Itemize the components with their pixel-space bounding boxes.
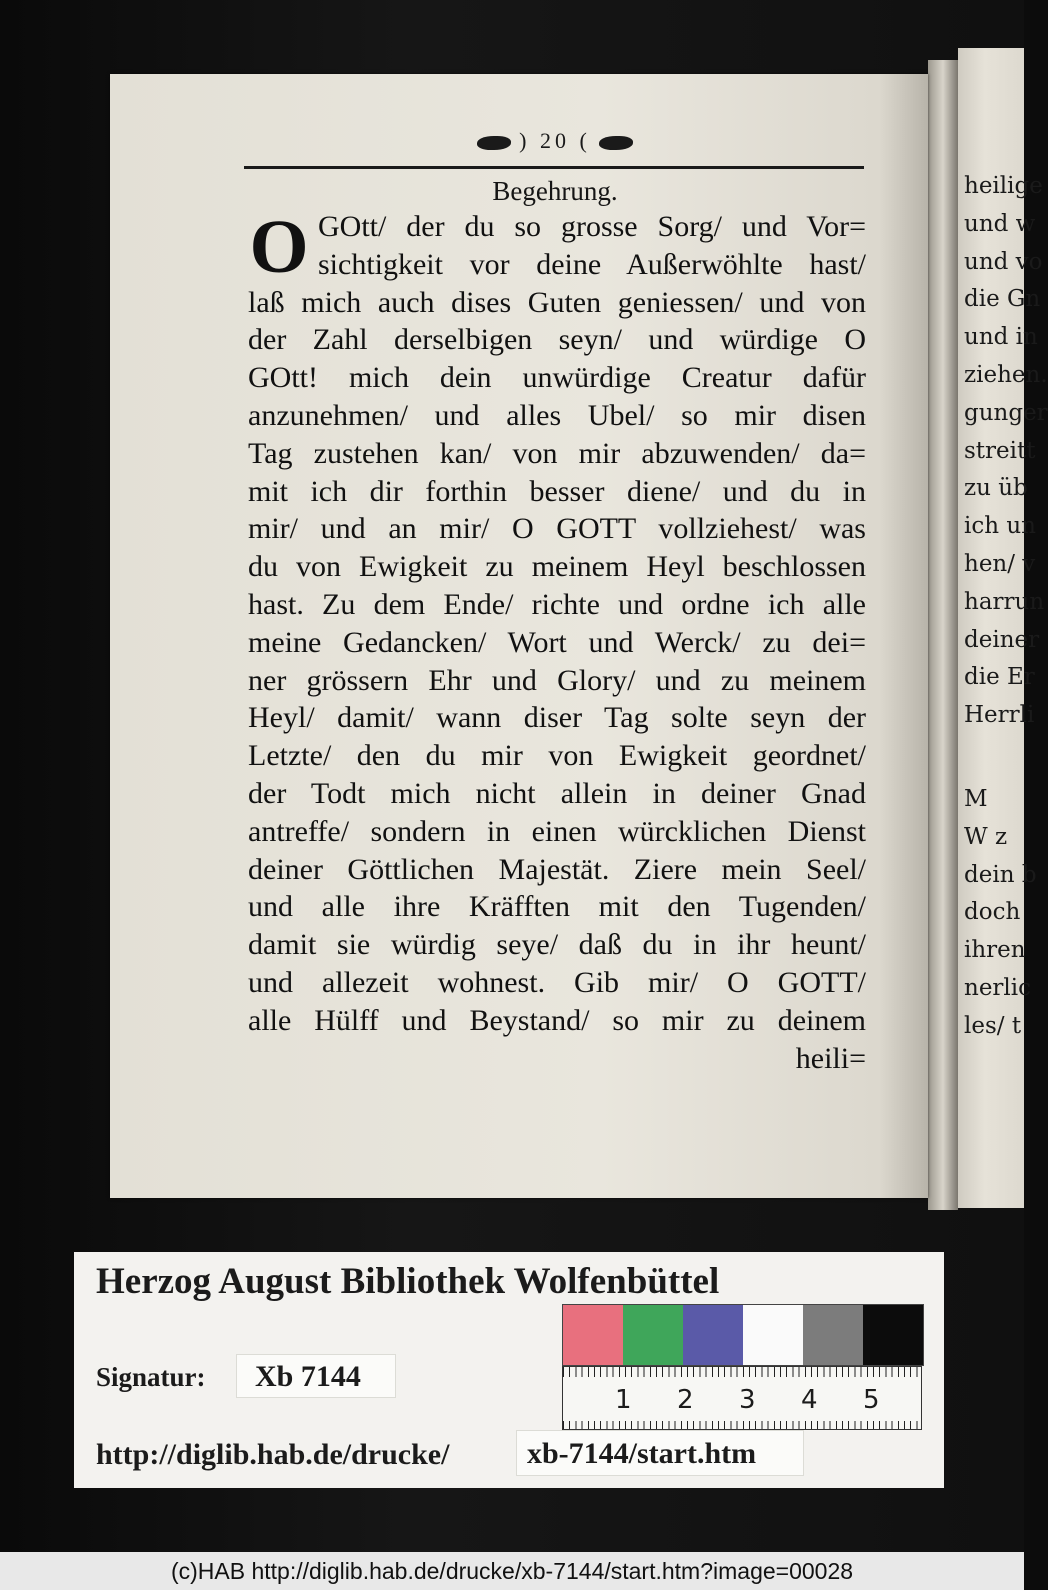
text-line: der Zahl derselbigen seyn/ und würdige O xyxy=(248,323,866,357)
catchword: heili= xyxy=(795,1041,866,1075)
color-swatch xyxy=(863,1305,923,1365)
body-text xyxy=(248,205,866,1077)
library-name: Herzog August Bibliothek Wolfenbüttel xyxy=(96,1261,720,1302)
text-line: GOtt/ der du so grosse Sorg/ und Vor= xyxy=(318,210,866,243)
url-base: http://diglib.hab.de/drucke/ xyxy=(96,1438,450,1471)
edge-text-line: dein b xyxy=(964,861,1037,888)
text-line: ner grössern Ehr und Glory/ und zu meinem xyxy=(248,663,866,697)
edge-text-line: W z xyxy=(964,823,1008,850)
drop-cap: O xyxy=(249,205,309,289)
library-label-card xyxy=(74,1252,944,1488)
edge-text-line: Herrli xyxy=(964,702,1035,729)
color-swatch xyxy=(623,1305,683,1365)
book-gutter xyxy=(928,60,958,1210)
edge-text-line: und w xyxy=(964,210,1036,237)
text-line: damit sie würdig seye/ daß du in ihr heunt/ xyxy=(248,928,866,962)
edge-text-line: deiner xyxy=(964,626,1040,653)
text-line: mit ich dir forthin besser diene/ und du in xyxy=(248,474,866,508)
text-line: mir/ und an mir/ O GOTT vollziehest/ was xyxy=(248,512,866,546)
edge-text-line: die Er xyxy=(964,664,1035,691)
section-title: Begehrung. xyxy=(492,176,618,206)
edge-text-line: les/ t xyxy=(964,1012,1022,1039)
edge-text-line: zu üb xyxy=(964,475,1028,502)
text-line: Letzte/ den du mir von Ewigkeit geordnet/ xyxy=(248,739,866,773)
ruler-number: 1 xyxy=(615,1385,632,1415)
ruler-number: 4 xyxy=(801,1385,818,1415)
color-swatch xyxy=(563,1305,623,1365)
ornament-left-icon xyxy=(477,136,511,150)
ruler-number: 5 xyxy=(863,1385,880,1415)
edge-text-line: ziehen. xyxy=(964,361,1048,388)
signatur-value: Xb 7144 xyxy=(236,1354,396,1398)
copyright-footer: (c)HAB http://diglib.hab.de/drucke/xb-7144/start.htm?image=00028 xyxy=(0,1552,1024,1590)
edge-text-line: heilige xyxy=(964,173,1043,199)
color-calibration-bar xyxy=(562,1304,924,1366)
page-header xyxy=(244,128,866,164)
signatur-label: Signatur: xyxy=(96,1362,206,1392)
edge-text-line: hen/ v xyxy=(964,550,1036,577)
ruler-number: 2 xyxy=(677,1385,694,1415)
color-swatch xyxy=(803,1305,863,1365)
text-line: sichtigkeit vor deine Außerwöhlte hast/ xyxy=(318,247,866,281)
text-line: anzunehmen/ und alles Ubel/ so mir disen xyxy=(248,398,866,432)
next-page-edge xyxy=(958,48,1048,1208)
edge-text-line: doch xyxy=(964,899,1021,926)
text-line: laß mich auch dises Guten geniessen/ und von xyxy=(248,285,866,319)
text-line: GOtt! mich dein unwürdige Creatur dafür xyxy=(248,361,866,395)
edge-text-line: harrun xyxy=(964,588,1045,615)
text-line: Heyl/ damit/ wann diser Tag solte seyn der xyxy=(248,701,866,735)
text-line: alle Hülff und Beystand/ so mir zu deinem xyxy=(248,1003,866,1037)
edge-text-line: nerlic xyxy=(964,974,1032,1001)
edge-text-line: und vo xyxy=(964,248,1043,275)
text-line: und alle ihre Kräfften mit den Tugenden/ xyxy=(248,890,866,924)
ornament-right-icon xyxy=(599,136,633,150)
edge-text-line: ich un xyxy=(964,513,1036,540)
edge-text-line: M xyxy=(964,785,988,812)
color-swatch xyxy=(743,1305,803,1365)
edge-text-line: die Gn xyxy=(964,286,1041,313)
text-line: und allezeit wohnest. Gib mir/ O GOTT/ xyxy=(248,965,866,999)
edge-text-line: und in xyxy=(964,324,1038,351)
header-rule xyxy=(244,166,864,169)
text-line: deiner Göttlichen Majestät. Ziere mein Seel/ xyxy=(248,852,866,886)
scale-ruler xyxy=(562,1366,922,1430)
text-line: antreffe/ sondern in einen würcklichen Dienst xyxy=(248,814,866,848)
edge-text-line: gunger xyxy=(964,399,1048,426)
text-line: du von Ewigkeit zu meinem Heyl beschlossen xyxy=(248,550,866,584)
edge-text-line: streitt xyxy=(964,437,1036,464)
color-swatch xyxy=(683,1305,743,1365)
text-line: Tag zustehen kan/ von mir abzuwenden/ da= xyxy=(248,436,866,470)
ruler-number: 3 xyxy=(739,1385,756,1415)
page-number: ) 20 ( xyxy=(519,128,591,153)
edge-text-line: ihren xyxy=(964,937,1026,964)
url-path: xb-7144/start.htm xyxy=(516,1430,804,1476)
text-line: der Todt mich nicht allein in deiner Gnad xyxy=(248,776,866,810)
text-line: meine Gedancken/ Wort und Werck/ zu dei= xyxy=(248,625,866,659)
text-line: hast. Zu dem Ende/ richte und ordne ich alle xyxy=(248,587,866,621)
